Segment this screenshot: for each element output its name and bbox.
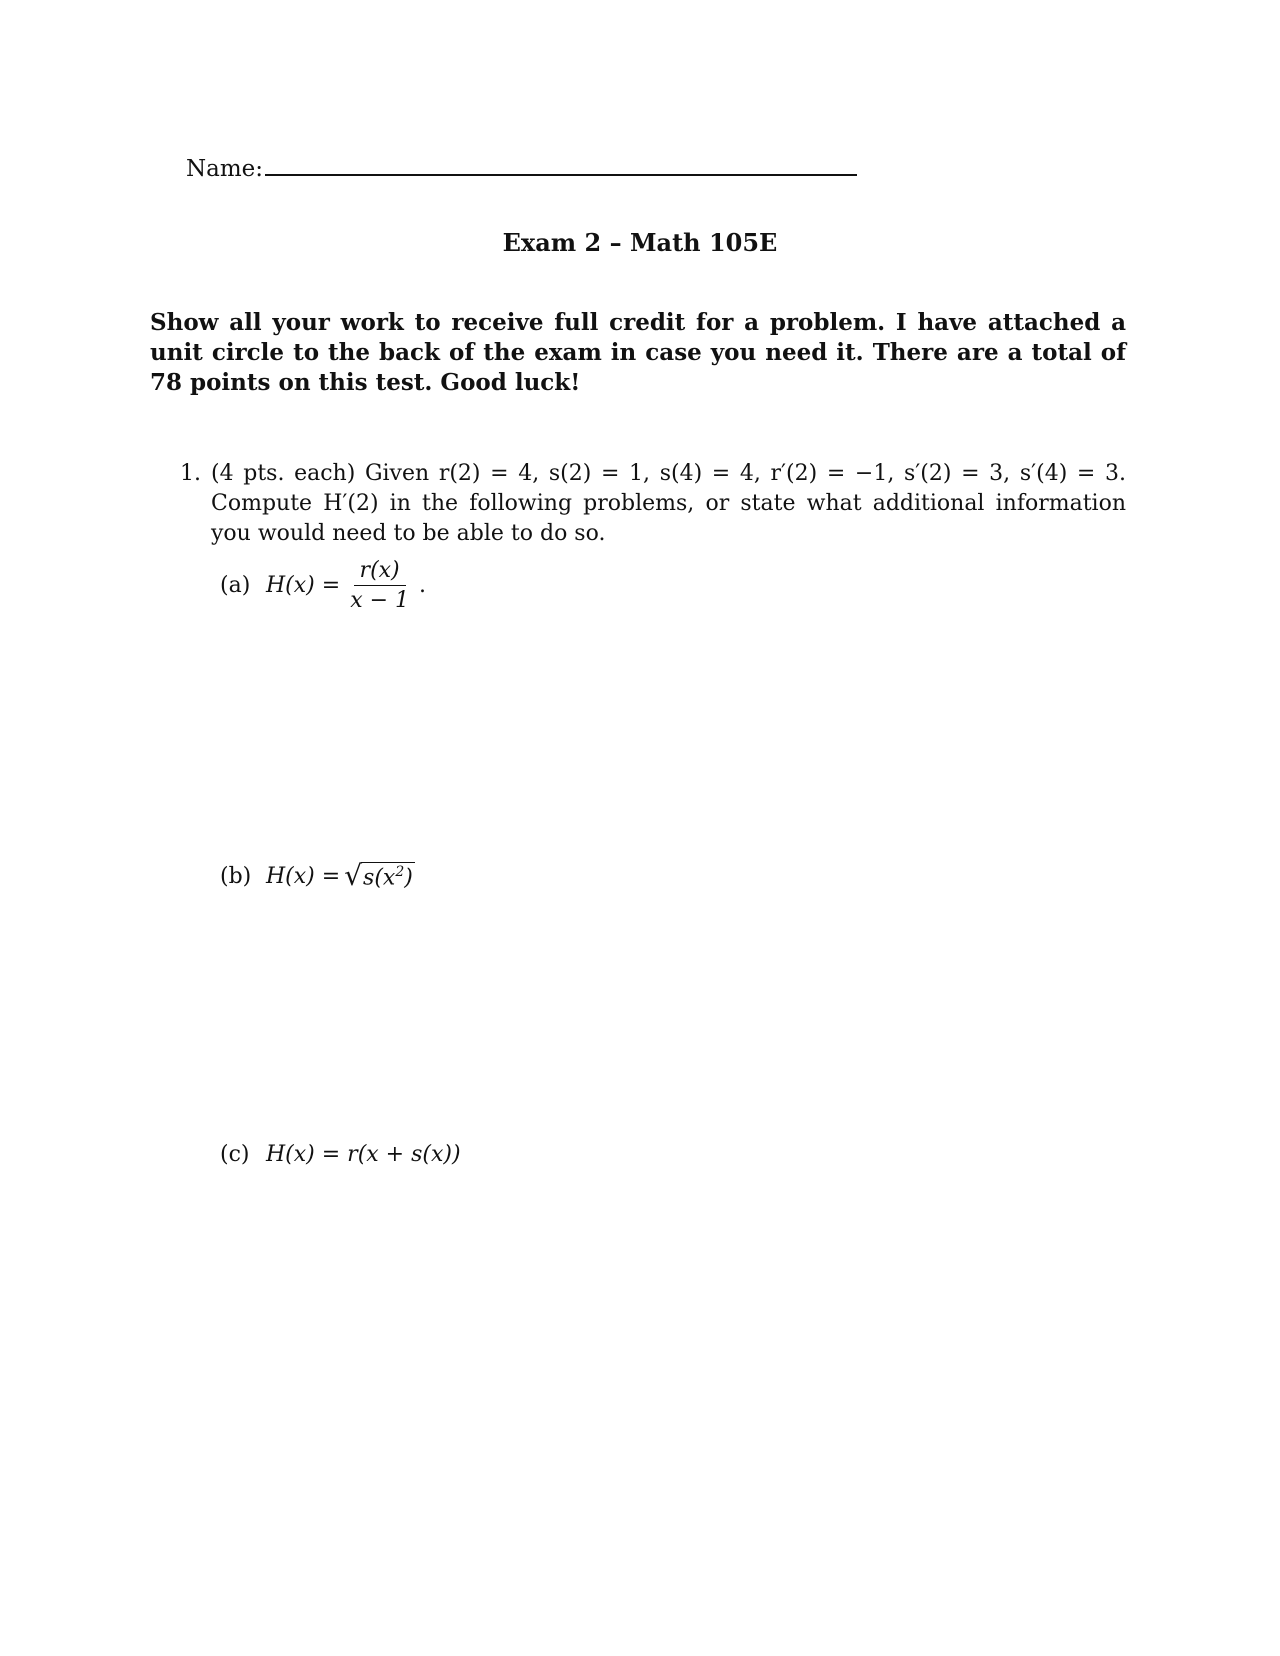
name-label: Name: xyxy=(186,156,264,182)
name-blank-line[interactable] xyxy=(265,150,857,176)
part-label: (c) xyxy=(220,1142,250,1167)
problem-1-part-c xyxy=(220,1142,461,1167)
radicand-base: s(x xyxy=(363,865,396,891)
part-expression: H(x) = r(x + s(x)) xyxy=(266,1142,461,1167)
fraction-numerator: r(x) xyxy=(354,558,406,586)
name-field-row xyxy=(186,150,857,182)
radicand-exponent: 2 xyxy=(395,864,405,880)
fraction-trailing-period: . xyxy=(419,573,427,598)
exam-instructions: Show all your work to receive full credit for a problem. I have attached a unit circle to the back of the exam in case you need it. There are a total of 78 points on this test. Good luck! xyxy=(150,309,1126,396)
part-label: (a) xyxy=(220,573,251,598)
problem-number: 1. xyxy=(180,461,201,486)
fraction xyxy=(344,558,415,613)
problem-stem: (4 pts. each) Given r(2) = 4, s(2) = 1, s(4) = 4, r′(2) = −1, s′(2) = 3, s′(4) = 3. Compute H′(2) in the following problems, or state what additional information you would need to be able to do so. xyxy=(211,461,1126,546)
part-lhs: H(x) = xyxy=(266,573,341,598)
radical-sign-icon: √ xyxy=(344,859,363,893)
fraction-denominator: x − 1 xyxy=(350,588,410,613)
radicand-close: ) xyxy=(404,865,413,891)
problem-1 xyxy=(180,459,1126,549)
problem-1-part-a xyxy=(220,558,426,613)
radicand xyxy=(361,862,415,890)
exam-title: Exam 2 – Math 105E xyxy=(502,228,778,257)
part-label: (b) xyxy=(220,863,252,889)
problem-1-part-b xyxy=(220,859,415,893)
part-lhs: H(x) = xyxy=(266,863,341,889)
square-root xyxy=(344,859,415,893)
